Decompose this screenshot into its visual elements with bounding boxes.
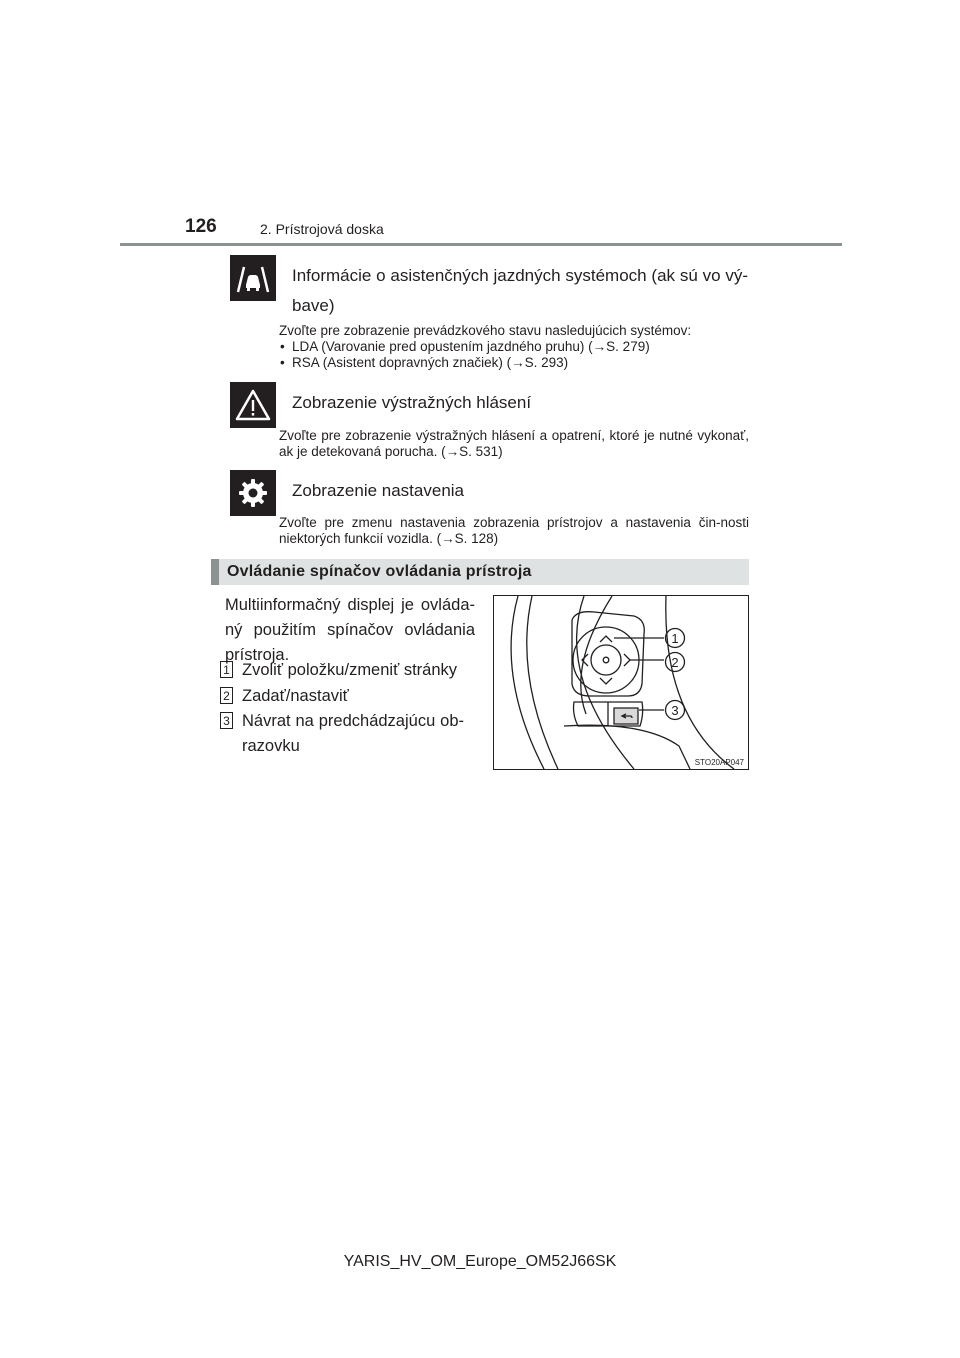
section-title: Ovládanie spínačov ovládania prístroja xyxy=(227,563,532,580)
item-desc-text: Zvoľte pre zobrazenie prevádzkového stavu nasledujúcich systémov: xyxy=(279,323,692,338)
figure-callout: 2 xyxy=(671,655,679,670)
item-desc-text: Zvoľte pre zobrazenie výstražných hlásení a opatrení, ktoré je nutné vykonať, ak je detekovaná porucha. (→S. 531) xyxy=(279,428,749,459)
header-rule xyxy=(120,243,842,246)
page-number: 126 xyxy=(185,216,217,237)
item-title: Zobrazenie výstražných hlásení xyxy=(292,393,532,412)
item-title: Informácie o asistenčných jazdných systémoch (ak sú vo vý-bave) xyxy=(292,266,748,315)
item-desc-text: Zvoľte pre zmenu nastavenia zobrazenia prístrojov a nastavenia čin-nosti niektorých funkcií vozidla. (→S. 128) xyxy=(279,515,749,546)
step-number: 1 xyxy=(220,661,233,678)
step-text: Zvoliť položku/zmeniť stránky xyxy=(242,661,458,679)
settings-gear-icon xyxy=(230,470,276,516)
footer-doc-id: YARIS_HV_OM_Europe_OM52J66SK xyxy=(343,1253,617,1270)
figure-callout: 3 xyxy=(671,703,679,718)
warning-icon xyxy=(230,382,276,428)
bullet-list xyxy=(279,339,749,371)
figure-code: STO20AP047 xyxy=(694,758,744,767)
driving-assist-icon xyxy=(230,255,276,301)
bullet-item: • RSA (Asistent dopravných značiek) (→S. 293) xyxy=(279,355,749,371)
item-description xyxy=(279,323,749,371)
step-number: 2 xyxy=(220,687,233,704)
item-title: Zobrazenie nastavenia xyxy=(292,481,465,500)
steering-switch-figure xyxy=(493,595,749,770)
step-text: Zadať/nastaviť xyxy=(242,687,349,705)
steering-switch-illustration xyxy=(494,596,748,769)
chapter-title: 2. Prístrojová doska xyxy=(260,221,384,237)
bullet-item: • LDA (Varovanie pred opustením jazdného pruhu) (→S. 279) xyxy=(279,339,749,355)
section-body: Multiinformačný displej je ovláda-ný použitím spínačov ovládania prístroja. xyxy=(225,596,475,664)
figure-callout: 1 xyxy=(671,631,679,646)
step-number: 3 xyxy=(220,712,233,729)
section-header xyxy=(211,559,749,585)
step-text: Návrat na predchádzajúcu ob-razovku xyxy=(242,712,464,755)
